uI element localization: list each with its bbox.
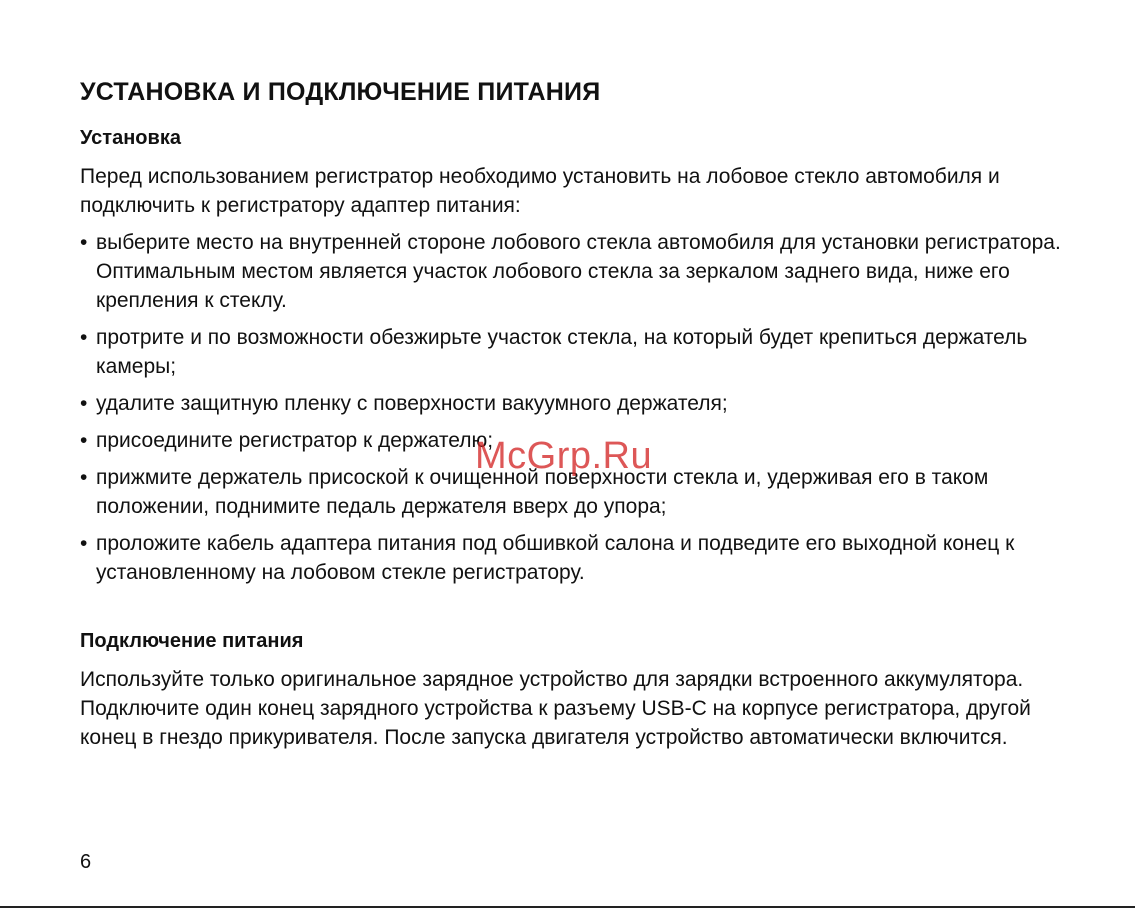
list-item <box>80 426 1070 455</box>
list-item-text: прижмите держатель присоской к очищенной поверхности стекла и, удерживая его в таком положении, поднимите педаль держателя вверх до упора; <box>96 466 989 518</box>
list-item-text: проложите кабель адаптера питания под обшивкой салона и подведите его выходной конец к установленному на лобовом стекле регистратору. <box>96 532 1015 584</box>
list-item-text: присоедините регистратор к держателю; <box>96 429 494 452</box>
installation-steps-list <box>80 228 1070 587</box>
bullet-icon: • <box>80 466 88 489</box>
list-item-text: удалите защитную пленку с поверхности вакуумного держателя; <box>96 392 728 415</box>
power-section <box>80 627 1070 752</box>
bullet-icon: • <box>80 392 88 415</box>
power-text: Используйте только оригинальное зарядное устройство для зарядки встроенного аккумулятора. Подключите один конец зарядного устройства к разъему USB-C на корпусе регистратора, другой конец в гнездо прикуривателя. После запуска двигателя устройство автоматически включится. <box>80 668 1031 749</box>
bullet-icon: • <box>80 231 88 254</box>
page-title: УСТАНОВКА И ПОДКЛЮЧЕНИЕ ПИТАНИЯ <box>80 78 601 106</box>
list-item <box>80 323 1070 381</box>
installation-intro: Перед использованием регистратор необходимо установить на лобовое стекло автомобиля и подключить к регистратору адаптер питания: <box>80 165 1000 217</box>
document-page <box>80 74 1070 760</box>
list-item <box>80 389 1070 418</box>
installation-heading: Установка <box>80 127 181 149</box>
list-item-text: выберите место на внутренней стороне лобового стекла автомобиля для установки регистратора. Оптимальным местом является участок лобового стекла за зеркалом заднего вида, ниже его крепления к стеклу. <box>96 231 1061 312</box>
list-item <box>80 529 1070 587</box>
list-item <box>80 463 1070 521</box>
power-heading: Подключение питания <box>80 630 304 652</box>
list-item-text: протрите и по возможности обезжирьте участок стекла, на который будет крепиться держатель камеры; <box>96 326 1028 378</box>
list-item <box>80 228 1070 315</box>
bullet-icon: • <box>80 532 88 555</box>
page-number: 6 <box>80 851 92 873</box>
bullet-icon: • <box>80 326 88 349</box>
watermark: McGrp.Ru <box>475 435 653 477</box>
bullet-icon: • <box>80 429 88 452</box>
